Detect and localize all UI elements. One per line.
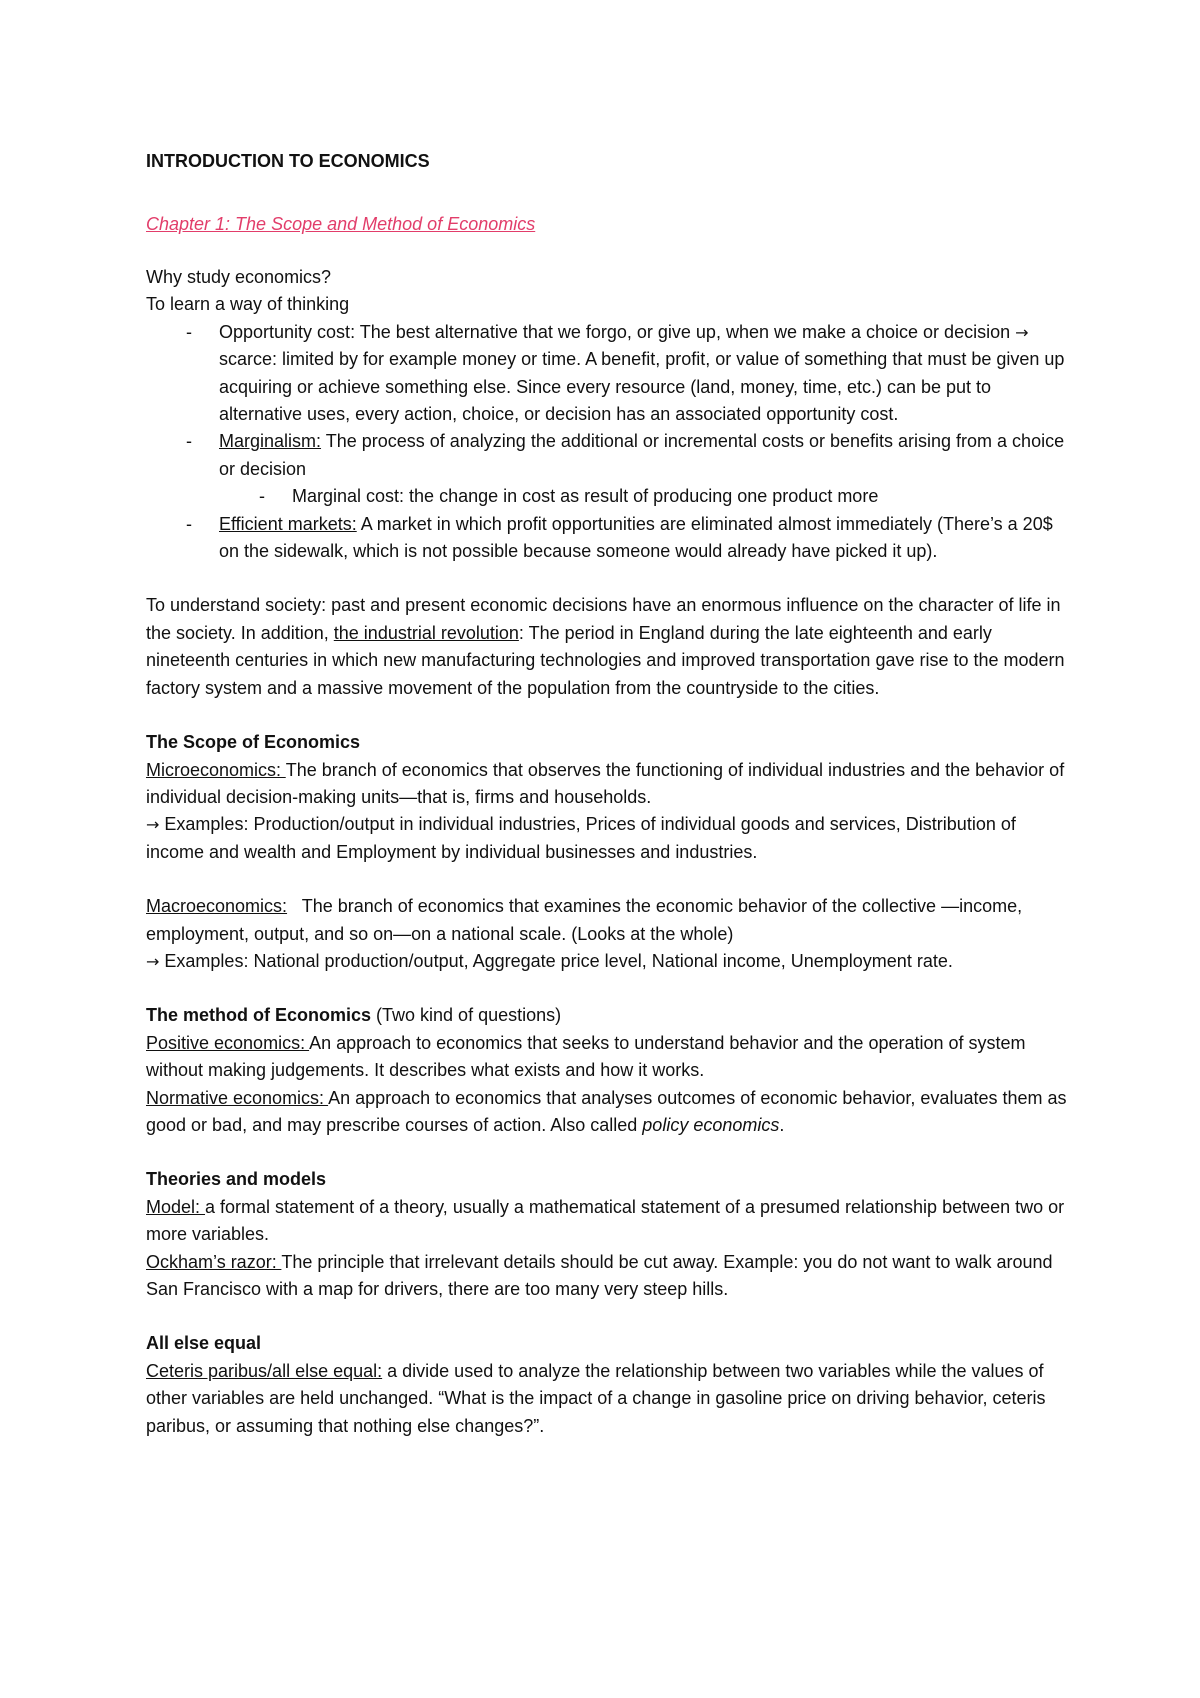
- term-efficient-markets: Efficient markets:: [219, 513, 357, 534]
- ockham-paragraph: Ockham’s razor: The principle that irrelevant details should be cut away. Example: you do not want to walk around San Francisco with a map for drivers, there are too many very steep hills.: [146, 1251, 1053, 1299]
- list-item-efficient-markets: - Efficient markets: A market in which profit opportunities are eliminated almost immediately (There’s a 20$ on the sidewalk, which is not possible because someone would already have picked it up).: [146, 511, 1076, 566]
- term-model: Model:: [146, 1196, 206, 1217]
- ceteris-paragraph: Ceteris paribus/all else equal: a divide used to analyze the relationship between two variables while the values of other variables are held unchanged. “What is the impact of a change in gasoline price on driving behavior, ceteris paribus, or assuming that nothing else changes?”.: [146, 1360, 1046, 1436]
- why-question: Why study economics?: [146, 267, 332, 287]
- document-title: INTRODUCTION TO ECONOMICS: [146, 151, 430, 171]
- term-normative-economics: Normative economics:: [146, 1087, 329, 1108]
- term-macroeconomics: Macroeconomics:: [146, 896, 288, 917]
- model-paragraph: Model: a formal statement of a theory, usually a mathematical statement of a presumed relationship between two or more variables.: [146, 1196, 1065, 1245]
- micro-examples: → Examples: Production/output in individual industries, Prices of individual goods and services, Distribution of income and wealth and Employment by individual businesses and industries.: [146, 814, 1016, 862]
- list-item-marginalism: - Marginalism: The process of analyzing the additional or incremental costs or benefits arising from a choice or decision - Marginal cost: the change in cost as result of producing one product more: [146, 428, 1076, 510]
- normative-paragraph: Normative economics: An approach to economics that analyses outcomes of economic behavior, evaluates them as good or bad, and may prescribe courses of action. Also called policy economics.: [146, 1087, 1067, 1135]
- term-microeconomics: Microeconomics:: [146, 759, 286, 780]
- arrow-right-icon: →: [146, 815, 160, 835]
- why-intro: To learn a way of thinking: [146, 294, 350, 315]
- section-heading-ceteris: All else equal: [146, 1333, 262, 1354]
- micro-paragraph: Microeconomics: The branch of economics that observes the functioning of individual industries and the behavior of individual decision-making units—that is, firms and households.: [146, 759, 1065, 807]
- arrow-right-icon: →: [1015, 322, 1029, 342]
- thinking-list: [146, 319, 1076, 566]
- section-heading-theories: Theories and models: [146, 1169, 327, 1190]
- term-positive-economics: Positive economics:: [146, 1032, 310, 1053]
- list-item-marginal-cost: - Marginal cost: the change in cost as result of producing one product more: [219, 483, 1076, 510]
- society-paragraph: To understand society: past and present economic decisions have an enormous influence on the character of life in the society. In addition, the industrial revolution: The period in England during the late eighteenth and early nineteenth centuries in which new manufacturing technologies and improved transportation gave rise to the modern factory system and a massive movement of the population from the countryside to the cities.: [146, 595, 1065, 698]
- chapter-heading: Chapter 1: The Scope and Method of Economics: [146, 214, 536, 234]
- term-ockhams-razor: Ockham’s razor:: [146, 1251, 282, 1272]
- positive-paragraph: Positive economics: An approach to economics that seeks to understand behavior and the operation of system without making judgements. It describes what exists and how it works.: [146, 1032, 1026, 1081]
- arrow-right-icon: →: [146, 951, 160, 971]
- marginalism-sublist: [219, 483, 1076, 510]
- macro-examples: → Examples: National production/output, Aggregate price level, National income, Unemployment rate.: [146, 950, 953, 971]
- list-item-opportunity-cost: - Opportunity cost: The best alternative that we forgo, or give up, when we make a choice or decision → scarce: limited by for example money or time. A benefit, profit, or value of something that must be given up acquiring or achieve something else. Since every resource (land, money, time, etc.) can be put to alternative uses, every action, choice, or decision has an associated opportunity cost.: [146, 319, 1076, 429]
- term-industrial-revolution: the industrial revolution: [333, 622, 519, 643]
- term-marginalism: Marginalism:: [219, 431, 322, 452]
- macro-paragraph: Macroeconomics: The branch of economics that examines the economic behavior of the collective —income, employment, output, and so on—on a national scale. (Looks at the whole): [146, 896, 1028, 944]
- section-heading-method: The method of Economics (Two kind of questions): [146, 1005, 562, 1026]
- section-heading-scope: The Scope of Economics: [146, 732, 361, 753]
- term-ceteris-paribus: Ceteris paribus/all else equal:: [146, 1360, 383, 1381]
- document-page: [146, 148, 1076, 1440]
